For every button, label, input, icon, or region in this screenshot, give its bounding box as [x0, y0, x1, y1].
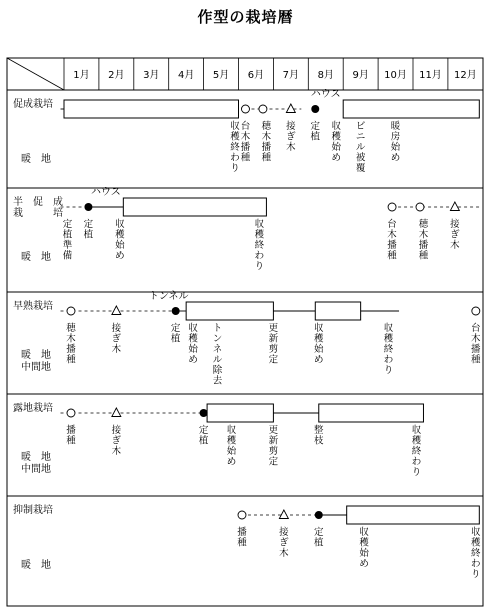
planting-marker	[172, 307, 180, 315]
month-label: 2月	[108, 70, 125, 81]
stage-label-char: 播	[471, 344, 481, 355]
stage-label-char: 木	[261, 131, 272, 143]
row-region: 暖 地	[21, 252, 51, 263]
stage-label-char: 剪	[268, 344, 279, 355]
stage-label-char: ぎ	[286, 131, 296, 143]
stage-label-char: 穫	[254, 229, 265, 241]
month-label: 9月	[352, 70, 369, 81]
stage-label-char: り	[471, 569, 481, 580]
stage-label-char: 台	[240, 121, 251, 132]
stage-label-char: 定	[198, 425, 209, 436]
stage-label-char: 定	[170, 323, 181, 334]
stage-label-char: 終	[230, 142, 240, 153]
stage-label-char: 定	[268, 354, 279, 366]
stage-label-char: 木	[111, 344, 122, 355]
stage-label-char: ぎ	[450, 229, 460, 241]
stage-label-char: ト	[212, 323, 223, 334]
sowing-marker	[67, 307, 75, 315]
grafting-marker	[279, 510, 288, 519]
stage-label-char: 終	[383, 344, 394, 355]
sowing-marker	[241, 105, 249, 113]
stage-label-char: 定	[268, 456, 279, 468]
grafting-marker	[112, 408, 121, 417]
stage-label-char: 植	[170, 333, 181, 345]
row-region: 中間地	[21, 464, 51, 475]
stage-label-char: め	[359, 558, 369, 570]
stage-label-char: 穫	[230, 131, 240, 143]
stage-label-char: 穫	[188, 333, 198, 345]
row-region: 暖 地	[21, 560, 51, 571]
stage-label-char: 穫	[314, 333, 324, 345]
stage-label-char: 定	[62, 219, 73, 230]
planting-marker	[84, 203, 92, 211]
stage-label-char: 収	[383, 323, 394, 334]
stage-label-char: 接	[286, 121, 296, 132]
planting-marker	[315, 511, 323, 519]
crop-row	[7, 394, 483, 478]
stage-label-char: 播	[237, 527, 247, 538]
stage-label-char: め	[390, 152, 401, 164]
stage-label-char: 定	[314, 527, 324, 538]
stage-label-char: ン	[212, 333, 223, 345]
stage-label-char: 去	[212, 375, 223, 387]
stage-label-char: 収	[115, 219, 125, 230]
stage-label-char: 新	[268, 435, 279, 447]
stage-label-char: 木	[450, 240, 460, 251]
stage-label-char: わ	[230, 152, 240, 164]
crop-row	[7, 496, 483, 580]
stage-label-char: 種	[66, 435, 76, 447]
stage-label-char: 終	[411, 446, 422, 457]
grafting-marker	[286, 104, 295, 113]
stage-label-char: 枝	[314, 435, 324, 447]
stage-label-char: 穫	[383, 333, 394, 345]
row-region: 暖 地	[21, 452, 51, 463]
stage-label-char: 穫	[359, 537, 369, 549]
planting-marker	[200, 409, 208, 417]
stage-label-char: ニ	[355, 131, 366, 143]
month-label: 3月	[143, 70, 160, 81]
stage-label-char: 定	[310, 121, 321, 132]
row-name: 抑制栽培	[13, 505, 53, 516]
month-label: 5月	[212, 70, 230, 81]
sowing-marker	[472, 307, 480, 315]
sowing-marker	[259, 105, 267, 113]
stage-label-char: 房	[390, 131, 401, 143]
stage-label-char: 穫	[331, 131, 341, 143]
stage-label-char: 木	[286, 142, 296, 153]
stage-label-char: め	[226, 456, 237, 468]
stage-label-char: 収	[331, 121, 341, 132]
stage-label-char: 穫	[115, 229, 125, 241]
sowing-marker	[388, 203, 396, 211]
stage-label-char: 始	[314, 344, 324, 355]
stage-label-char: わ	[254, 250, 265, 262]
stage-label-char: 始	[359, 548, 369, 559]
stage-label-char: り	[230, 163, 240, 174]
stage-label-char: 植	[83, 229, 94, 241]
stage-label-char: ル	[212, 354, 223, 366]
planting-marker	[311, 105, 319, 113]
stage-label-char: 新	[268, 333, 279, 345]
stage-label-char: 除	[212, 365, 223, 376]
stage-label-char: り	[254, 261, 265, 272]
stage-label-char: 台	[471, 323, 481, 334]
harvest-box	[186, 302, 273, 320]
stage-label-char: 播	[240, 142, 251, 153]
stage-label-char: 始	[226, 446, 237, 457]
stage-label-char: 木	[418, 229, 429, 241]
stage-label-char: 収	[359, 527, 369, 538]
stage-label-char: ネ	[212, 344, 223, 355]
harvest-box	[64, 100, 239, 118]
sowing-marker	[67, 409, 75, 417]
sowing-marker	[238, 511, 246, 519]
stage-label-char: め	[331, 152, 341, 164]
stage-label-char: 木	[240, 131, 251, 143]
stage-label-char: 穫	[471, 537, 481, 549]
stage-label-char: 剪	[268, 446, 279, 457]
stage-label-char: め	[115, 250, 125, 262]
stage-label-char: 穫	[411, 435, 422, 447]
stage-label-char: 暖	[390, 121, 401, 132]
stage-label-char: 覆	[355, 163, 366, 174]
stage-label-char: め	[314, 354, 324, 366]
row-name: 促成栽培	[13, 99, 53, 110]
stage-label-char: 整	[314, 425, 324, 436]
row-name: 早熟栽培	[13, 301, 53, 312]
stage-label-char: ル	[355, 142, 366, 153]
stage-label-char: 更	[268, 425, 279, 436]
stage-label-char: 被	[355, 152, 366, 164]
stage-label-char: 台	[387, 219, 397, 230]
stage-label-char: わ	[411, 456, 422, 468]
harvest-box	[319, 404, 424, 422]
stage-label-char: ぎ	[111, 333, 122, 345]
stage-label-char: 種	[261, 152, 272, 164]
stage-label-char: 定	[83, 219, 94, 230]
row-name: 半 促 成	[13, 197, 63, 208]
crop-row	[7, 186, 483, 272]
stage-label-char: 収	[471, 527, 481, 538]
stage-label-char: わ	[383, 354, 394, 366]
sowing-marker	[416, 203, 424, 211]
page-title: 作型の栽培暦	[197, 8, 294, 26]
stage-label-char: 穂	[66, 323, 76, 334]
stage-label-char: 木	[387, 229, 397, 241]
harvest-box	[347, 506, 480, 524]
stage-label-char: 種	[418, 250, 429, 262]
stage-label-char: 接	[111, 323, 122, 334]
stage-label-char: 植	[314, 537, 324, 549]
row-region: 暖 地	[21, 154, 51, 165]
header-diagonal	[7, 58, 64, 90]
stage-label-char: 収	[226, 425, 237, 436]
harvest-box	[207, 404, 273, 422]
stage-label-char: 終	[471, 548, 481, 559]
stage-label-char: 接	[279, 527, 289, 538]
stage-label-char: 始	[390, 142, 401, 153]
row-name: 栽 培	[13, 208, 63, 219]
month-label: 11月	[419, 70, 442, 81]
month-label: 4月	[177, 70, 195, 81]
stage-label-char: 木	[111, 446, 122, 457]
stage-label-char: 種	[387, 250, 397, 262]
crop-row	[13, 88, 479, 174]
row-name: 露地栽培	[13, 403, 53, 414]
grafting-marker	[112, 306, 121, 315]
stage-label-char: り	[411, 467, 422, 478]
stage-label-char: 種	[471, 354, 481, 366]
stage-label-char: 収	[411, 425, 422, 436]
stage-label-char: ぎ	[279, 537, 289, 549]
stage-label-char: 穫	[226, 435, 237, 447]
stage-label-char: 種	[240, 152, 251, 164]
stage-label-char: め	[188, 354, 198, 366]
row-region: 暖 地	[21, 350, 51, 361]
stage-label-char: 播	[261, 142, 272, 153]
stage-label-char: 播	[418, 240, 429, 251]
month-label: 6月	[247, 70, 265, 81]
month-label: 10月	[384, 70, 407, 81]
stage-label-char: 種	[66, 354, 76, 366]
month-label: 7月	[282, 70, 300, 81]
harvest-box	[315, 302, 360, 320]
stage-label-char: 穂	[261, 121, 272, 132]
stage-label-char: 植	[198, 435, 209, 447]
stage-label-char: 穂	[418, 219, 429, 230]
stage-label-char: 播	[387, 240, 397, 251]
grafting-marker	[450, 202, 459, 211]
cover-label: ハウス	[310, 89, 341, 100]
stage-label-char: 更	[268, 323, 279, 334]
stage-label-char: わ	[471, 558, 481, 570]
stage-label-char: 接	[450, 219, 460, 230]
stage-label-char: 木	[279, 548, 289, 559]
stage-label-char: 準	[62, 240, 73, 251]
month-label: 8月	[317, 70, 334, 81]
harvest-box	[343, 100, 479, 118]
stage-label-char: 種	[237, 537, 247, 549]
harvest-box	[123, 198, 266, 216]
stage-label-char: 植	[310, 131, 321, 143]
stage-label-char: 植	[62, 229, 73, 241]
row-region: 中間地	[21, 362, 51, 373]
stage-label-char: ぎ	[111, 435, 122, 447]
stage-label-char: 収	[188, 323, 198, 334]
stage-label-char: 始	[188, 344, 198, 355]
cover-label: ハウス	[91, 187, 121, 198]
cover-label: トンネル	[148, 291, 189, 302]
stage-label-char: 接	[111, 425, 122, 436]
stage-label-char: 木	[471, 333, 481, 345]
stage-label-char: ビ	[355, 121, 366, 132]
stage-label-char: 木	[66, 333, 76, 345]
stage-label-char: 始	[331, 142, 341, 153]
crop-row	[7, 290, 483, 387]
stage-label-char: 始	[115, 240, 125, 251]
stage-label-char: 終	[254, 240, 265, 251]
month-label: 12月	[453, 70, 477, 81]
stage-label-char: 備	[62, 250, 73, 262]
stage-label-char: 収	[230, 121, 240, 132]
stage-label-char: 播	[66, 425, 76, 436]
stage-label-char: 播	[66, 344, 76, 355]
stage-label-char: 収	[314, 323, 324, 334]
stage-label-char: り	[383, 365, 394, 376]
stage-label-char: 収	[254, 219, 265, 230]
month-label: 1月	[73, 70, 90, 81]
